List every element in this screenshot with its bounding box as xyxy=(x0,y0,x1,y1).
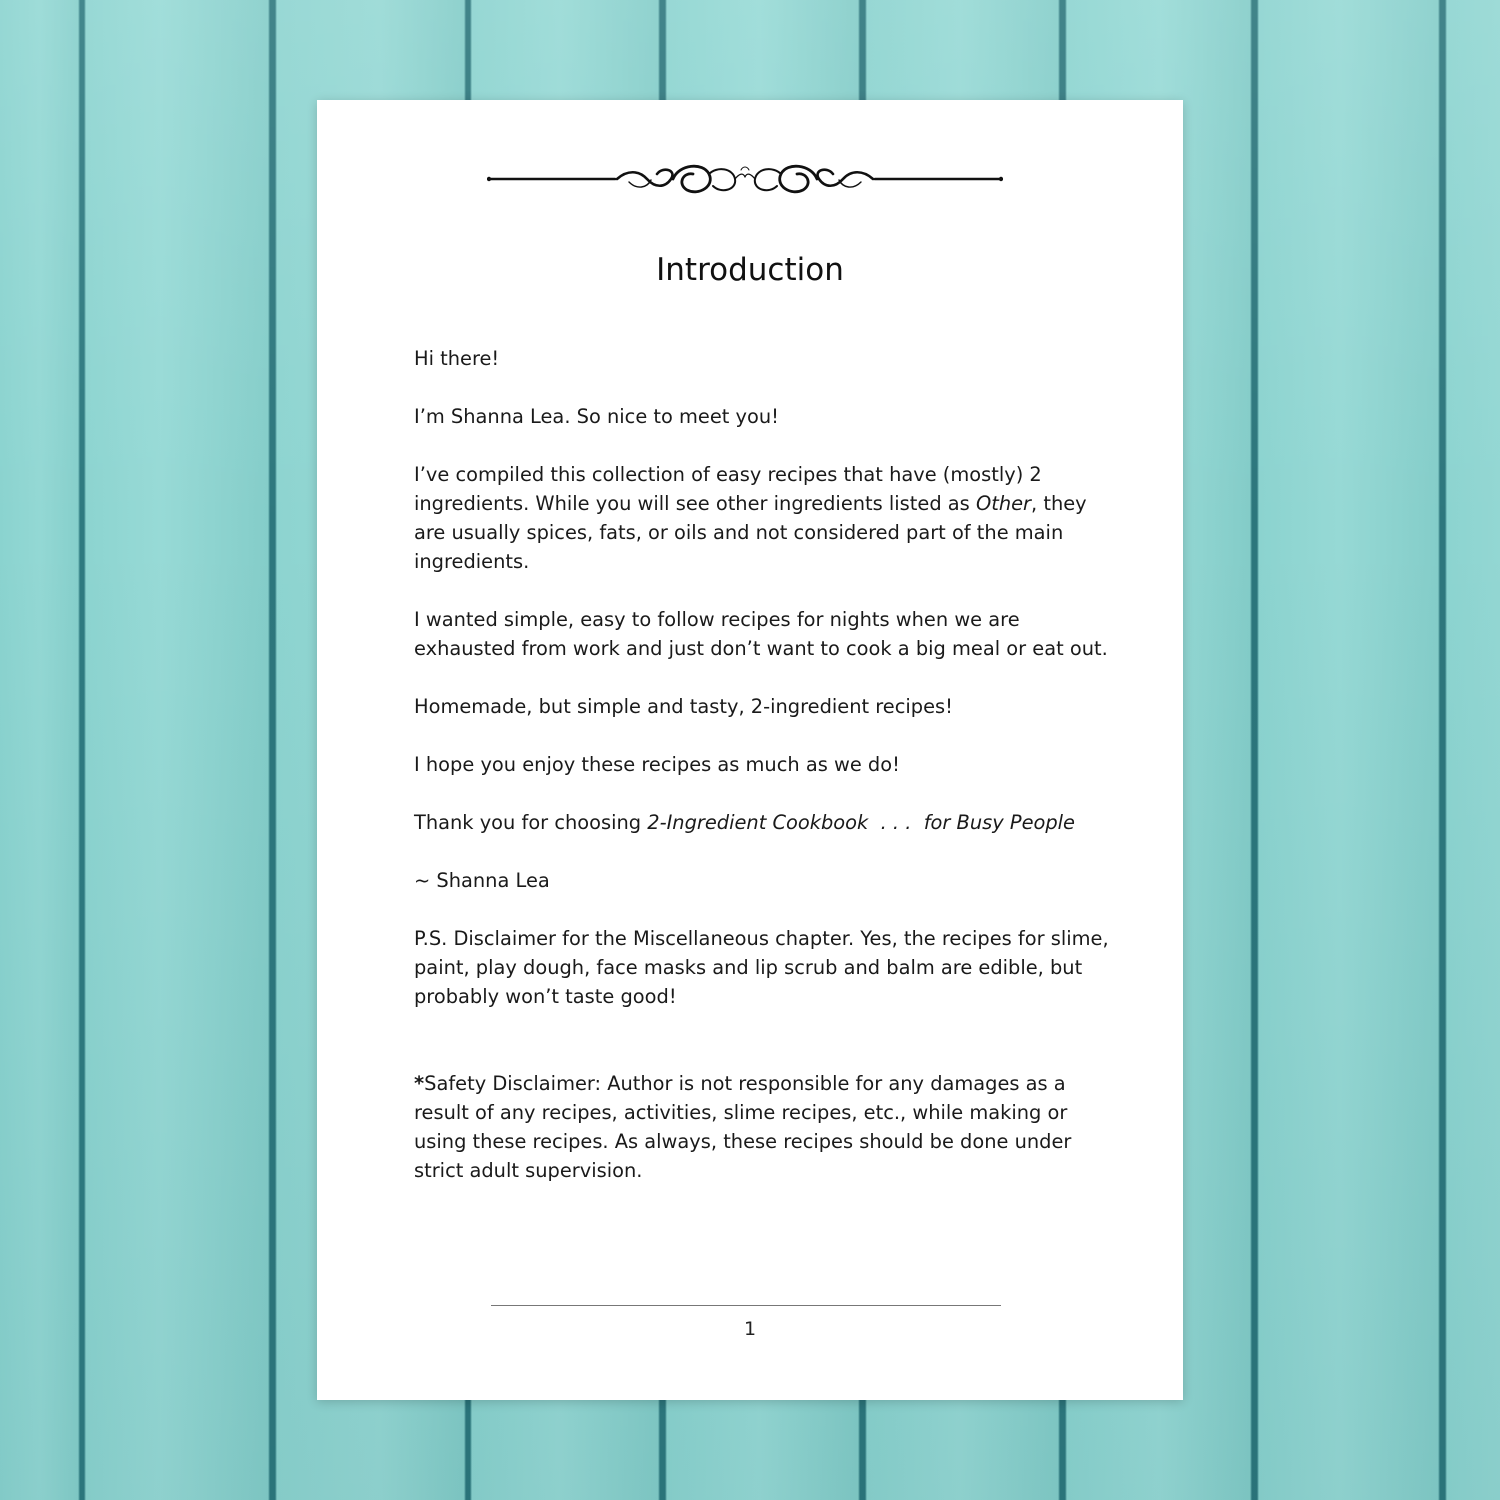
homemade-paragraph: Homemade, but simple and tasty, 2-ingredient recipes! xyxy=(414,695,953,718)
collection-text-end: , they are usually spices, fats, or oils and not considered part of the main ingredients. xyxy=(414,492,1087,573)
other-term: Other xyxy=(975,492,1032,515)
thanks-paragraph xyxy=(414,808,1124,837)
signature: ~ Shanna Lea xyxy=(414,869,550,892)
collection-paragraph xyxy=(414,460,1124,576)
hope-paragraph: I hope you enjoy these recipes as much as we do! xyxy=(414,753,900,776)
ps-paragraph: P.S. Disclaimer for the Miscellaneous chapter. Yes, the recipes for slime, paint, play dough, face masks and lip scrub and balm are edible, but probably won’t taste good! xyxy=(414,927,1109,1008)
page-number: 1 xyxy=(743,1318,757,1340)
safety-asterisk: * xyxy=(414,1072,425,1095)
intro-paragraph: I’m Shanna Lea. So nice to meet you! xyxy=(414,405,779,428)
introduction-body xyxy=(414,344,1124,1214)
document-page xyxy=(317,100,1183,1400)
wanted-paragraph: I wanted simple, easy to follow recipes for nights when we are exhausted from work and just don’t want to cook a big meal or eat out. xyxy=(414,608,1108,660)
page-title: Introduction xyxy=(656,252,844,288)
book-title: 2-Ingredient Cookbook . . . for Busy People xyxy=(647,811,1075,834)
safety-disclaimer xyxy=(414,1069,1124,1185)
greeting-paragraph: Hi there! xyxy=(414,347,500,370)
thanks-prefix: Thank you for choosing xyxy=(414,811,648,834)
decorative-divider-icon xyxy=(487,158,1003,202)
collection-text-start: I’ve compiled this collection of easy recipes that have (mostly) 2 ingredients. While you will see other ingredients listed as xyxy=(414,463,1042,515)
safety-text: Safety Disclaimer: Author is not responsible for any damages as a result of any recipes, activities, slime recipes, etc., while making or using these recipes. As always, these recipes should be done under strict adult supervision. xyxy=(414,1072,1072,1182)
footer-divider xyxy=(491,1305,1001,1306)
